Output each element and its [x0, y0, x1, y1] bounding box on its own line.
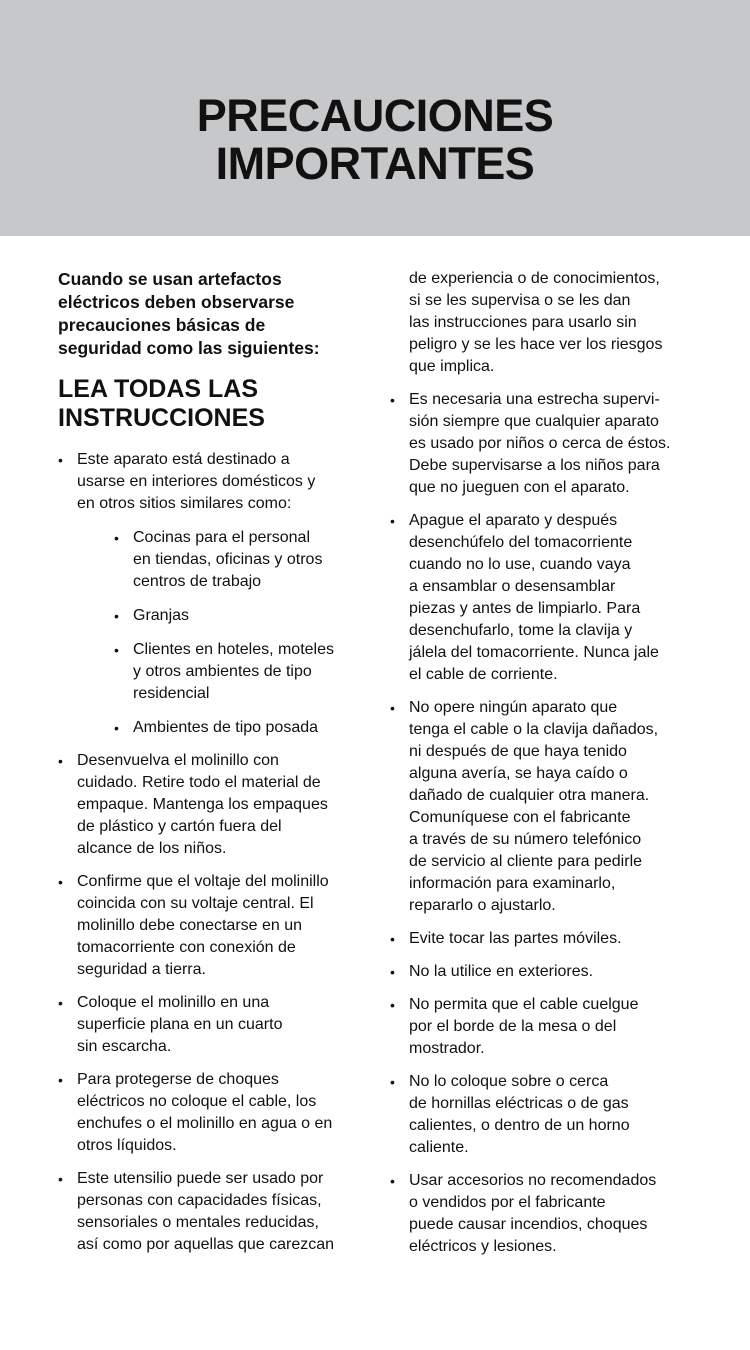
text-line: eléctricos y lesiones.	[409, 1238, 557, 1255]
text-line: alguna avería, se haya caído o	[409, 765, 628, 782]
text-line: o vendidos por el fabricante	[409, 1194, 606, 1211]
sub-list	[114, 527, 370, 739]
list-item	[390, 389, 702, 499]
list-item-text	[409, 994, 702, 1060]
text-line: jálela del tomacorriente. Nunca jale	[409, 644, 659, 661]
list-item-text	[409, 268, 702, 378]
text-line: No opere ningún aparato que	[409, 699, 618, 716]
list-item-text	[409, 1170, 702, 1258]
text-line: alcance de los niños.	[77, 840, 227, 857]
list-item-continuation	[390, 268, 702, 378]
text-line: Para protegerse de choques	[77, 1071, 279, 1088]
text-line: Usar accesorios no recomendados	[409, 1172, 657, 1189]
text-line: Coloque el molinillo en una	[77, 994, 270, 1011]
text-line: mostrador.	[409, 1040, 485, 1057]
section-heading	[58, 375, 370, 433]
page-title-line: PRECAUCIONES	[196, 90, 554, 141]
text-line: sin escarcha.	[77, 1038, 172, 1055]
text-line: otros líquidos.	[77, 1137, 177, 1154]
text-line: de experiencia o de conocimientos,	[409, 270, 660, 287]
text-line: eléctricos no coloque el cable, los	[77, 1093, 317, 1110]
bullet-icon: •	[390, 997, 395, 1013]
text-line: así como por aquellas que carezcan	[77, 1236, 335, 1253]
text-line: que no jueguen con el aparato.	[409, 479, 630, 496]
text-line: personas con capacidades físicas,	[77, 1192, 322, 1209]
text-line: Evite tocar las partes móviles.	[409, 930, 622, 947]
list-item-text	[77, 449, 370, 515]
list-item-text	[133, 605, 370, 627]
text-line: molinillo debe conectarse en un	[77, 917, 303, 934]
text-line: Desenvuelva el molinillo con	[77, 752, 279, 769]
text-line: es usado por niños o cerca de éstos.	[409, 435, 671, 452]
list-item	[390, 928, 702, 950]
text-line: Cocinas para el personal	[133, 529, 310, 546]
text-line: centros de trabajo	[133, 573, 262, 590]
list-item-text	[409, 961, 702, 983]
list-item	[114, 717, 370, 739]
list-item	[390, 510, 702, 686]
list-item	[58, 1069, 370, 1157]
text-line: desenchúfelo del tomacorriente	[409, 534, 633, 551]
list-item	[58, 750, 370, 860]
precautions-list-right	[390, 389, 702, 1258]
text-line: Debe supervisarse a los niños para	[409, 457, 660, 474]
bullet-icon: •	[114, 642, 119, 658]
bullet-icon: •	[58, 753, 63, 769]
list-item	[390, 1170, 702, 1258]
section-heading-line: LEA TODAS LAS	[58, 375, 259, 403]
bullet-icon: •	[58, 1072, 63, 1088]
text-line: residencial	[133, 685, 210, 702]
text-line: piezas y antes de limpiarlo. Para	[409, 600, 641, 617]
text-line: cuidado. Retire todo el material de	[77, 774, 321, 791]
list-item-text	[77, 992, 370, 1058]
right-column	[390, 268, 702, 1269]
list-item	[390, 697, 702, 917]
text-line: superficie plana en un cuarto	[77, 1016, 283, 1033]
list-item-text	[133, 717, 370, 739]
text-line: ni después de que haya tenido	[409, 743, 627, 760]
list-item	[390, 994, 702, 1060]
text-line: Este aparato está destinado a	[77, 451, 290, 468]
text-line: peligro y se les hace ver los riesgos	[409, 336, 663, 353]
list-item	[58, 871, 370, 981]
list-item-text	[77, 871, 370, 981]
bullet-icon: •	[58, 1171, 63, 1187]
text-line: puede causar incendios, choques	[409, 1216, 648, 1233]
bullet-icon: •	[390, 392, 395, 408]
text-line: empaque. Mantenga los empaques	[77, 796, 328, 813]
text-line: Confirme que el voltaje del molinillo	[77, 873, 329, 890]
list-item	[114, 639, 370, 705]
list-item	[390, 1071, 702, 1159]
list-item-text	[133, 527, 370, 593]
text-line: Apague el aparato y después	[409, 512, 618, 529]
text-line: sensoriales o mentales reducidas,	[77, 1214, 319, 1231]
text-line: por el borde de la mesa o del	[409, 1018, 617, 1035]
text-line: cuando no lo use, cuando vaya	[409, 556, 631, 573]
text-line: Este utensilio puede ser usado por	[77, 1170, 324, 1187]
text-line: Es necesaria una estrecha supervi-	[409, 391, 660, 408]
list-item-text	[409, 389, 702, 499]
text-line: de hornillas eléctricas o de gas	[409, 1095, 629, 1112]
bullet-icon: •	[390, 1074, 395, 1090]
text-line: en otros sitios similares como:	[77, 495, 292, 512]
text-line: que implica.	[409, 358, 495, 375]
list-item	[58, 1168, 370, 1256]
list-item-text	[77, 750, 370, 860]
bullet-icon: •	[114, 530, 119, 546]
text-line: tomacorriente con conexión de	[77, 939, 296, 956]
bullet-icon: •	[114, 720, 119, 736]
text-line: desenchufarlo, tome la clavija y	[409, 622, 633, 639]
text-line: sión siempre que cualquier aparato	[409, 413, 659, 430]
bullet-icon: •	[58, 874, 63, 890]
precautions-list-left	[58, 449, 370, 1256]
text-line: a ensamblar o desensamblar	[409, 578, 616, 595]
text-line: las instrucciones para usarlo sin	[409, 314, 637, 331]
intro-paragraph	[58, 268, 370, 360]
intro-line: eléctricos deben observarse	[58, 292, 295, 312]
list-item-text	[133, 639, 370, 705]
list-item-text	[409, 1071, 702, 1159]
text-line: coincida con su voltaje central. El	[77, 895, 314, 912]
text-line: de servicio al cliente para pedirle	[409, 853, 643, 870]
intro-line: seguridad como las siguientes:	[58, 338, 320, 358]
text-line: seguridad a tierra.	[77, 961, 206, 978]
text-line: en tiendas, oficinas y otros	[133, 551, 323, 568]
list-item	[114, 605, 370, 627]
text-line: de plástico y cartón fuera del	[77, 818, 282, 835]
text-line: dañado de cualquier otra manera.	[409, 787, 650, 804]
list-item-text	[77, 1168, 370, 1256]
text-line: a través de su número telefónico	[409, 831, 642, 848]
text-line: No lo coloque sobre o cerca	[409, 1073, 609, 1090]
text-line: Granjas	[133, 607, 190, 624]
text-line: si se les supervisa o se les dan	[409, 292, 631, 309]
page-title-line: IMPORTANTES	[215, 138, 535, 189]
list-item-text	[409, 697, 702, 917]
bullet-icon: •	[390, 700, 395, 716]
bullet-icon: •	[58, 452, 63, 468]
text-line: tenga el cable o la clavija dañados,	[409, 721, 659, 738]
text-line: caliente.	[409, 1139, 469, 1156]
list-item-text	[409, 928, 702, 950]
text-line: Comuníquese con el fabricante	[409, 809, 631, 826]
text-line: calientes, o dentro de un horno	[409, 1117, 630, 1134]
text-line: Ambientes de tipo posada	[133, 719, 319, 736]
bullet-icon: •	[390, 964, 395, 980]
text-line: información para examinarlo,	[409, 875, 616, 892]
bullet-icon: •	[390, 931, 395, 947]
title-banner	[0, 0, 750, 236]
list-item-text	[409, 510, 702, 686]
text-line: enchufes o el molinillo en agua o en	[77, 1115, 333, 1132]
intro-line: precauciones básicas de	[58, 315, 266, 335]
list-item	[390, 961, 702, 983]
list-item	[114, 527, 370, 593]
bullet-icon: •	[58, 995, 63, 1011]
page-title	[0, 92, 750, 188]
text-line: repararlo o ajustarlo.	[409, 897, 556, 914]
left-column	[58, 268, 370, 1267]
text-line: el cable de corriente.	[409, 666, 558, 683]
bullet-icon: •	[390, 513, 395, 529]
list-item-text	[77, 1069, 370, 1157]
list-item	[58, 449, 370, 739]
bullet-icon: •	[114, 608, 119, 624]
text-line: No la utilice en exteriores.	[409, 963, 594, 980]
list-item	[58, 992, 370, 1058]
intro-line: Cuando se usan artefactos	[58, 269, 282, 289]
text-line: usarse en interiores domésticos y	[77, 473, 316, 490]
text-line: y otros ambientes de tipo	[133, 663, 312, 680]
text-line: No permita que el cable cuelgue	[409, 996, 639, 1013]
section-heading-line: INSTRUCCIONES	[58, 404, 265, 432]
bullet-icon: •	[390, 1173, 395, 1189]
text-line: Clientes en hoteles, moteles	[133, 641, 334, 658]
